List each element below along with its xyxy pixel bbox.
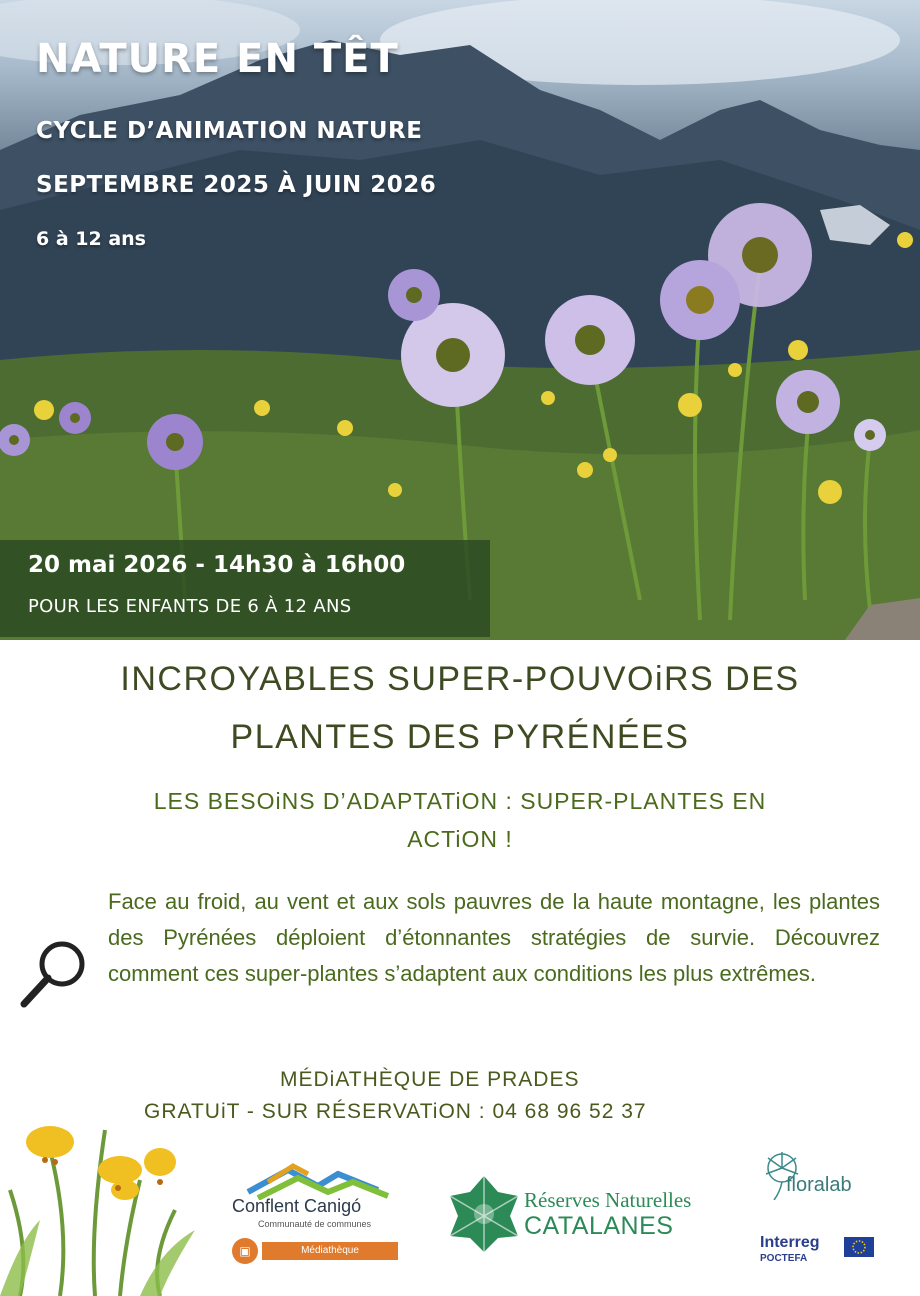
- interreg-logo: [760, 1234, 880, 1268]
- event-title-line2: PLANTES DES PYRÉNÉES: [230, 718, 690, 756]
- booking-info: GRATUiT - SUR RÉSERVATiON : 04 68 96 52 37: [144, 1100, 647, 1123]
- period-label: SEPTEMBRE 2025 À JUIN 2026: [36, 172, 437, 198]
- event-date-time: 20 mai 2026 - 14h30 à 16h00: [28, 552, 406, 578]
- magnifier-icon: [18, 938, 92, 1012]
- event-title-line1: INCROYABLES SUPER-POUVOiRS DES: [120, 660, 800, 698]
- audience-label: POUR LES ENFANTS DE 6 À 12 ANS: [28, 596, 352, 617]
- poctefa-name: POCTEFA: [760, 1253, 808, 1264]
- reserves-line2: CATALANES: [524, 1212, 674, 1240]
- hero-photo: [0, 0, 920, 640]
- venue-label: MÉDiATHÈQUE DE PRADES: [280, 1068, 580, 1091]
- conflent-canigo-logo: [228, 1160, 403, 1270]
- star-logo-icon: [448, 1174, 520, 1254]
- mediatheque-label: Médiathèque: [262, 1242, 398, 1260]
- interreg-name: Interreg: [760, 1234, 820, 1251]
- event-description: Face au froid, au vent et aux sols pauvres de la haute montagne, les plantes des Pyrénées déploient d’étonnantes stratégies de survie. Découvrez comment ces super-plantes s’adaptent aux conditions les plus extrêmes.: [108, 889, 880, 986]
- conflent-name: Conflent Canigó: [232, 1196, 362, 1216]
- event-subtitle-line1: LES BESOiNS D’ADAPTATiON : SUPER-PLANTES EN: [153, 788, 767, 814]
- book-icon: ▣: [232, 1238, 258, 1264]
- floralab-logo: [760, 1150, 880, 1210]
- yellow-lily-illustration: [0, 1090, 200, 1296]
- cycle-label: CYCLE D’ANIMATION NATURE: [36, 118, 423, 144]
- mountains-logo-icon: [228, 1160, 403, 1200]
- reserves-naturelles-logo: [448, 1174, 718, 1254]
- reserves-line1: Réserves Naturelles: [524, 1188, 692, 1212]
- floralab-name: floralab: [786, 1174, 852, 1196]
- event-subtitle-line2: ACTiON !: [407, 826, 513, 852]
- conflent-sub: Communauté de communes: [258, 1219, 372, 1229]
- series-title: NATURE EN TÊT: [36, 36, 399, 82]
- age-label: 6 à 12 ans: [36, 228, 146, 250]
- eu-flag-icon: [844, 1237, 874, 1257]
